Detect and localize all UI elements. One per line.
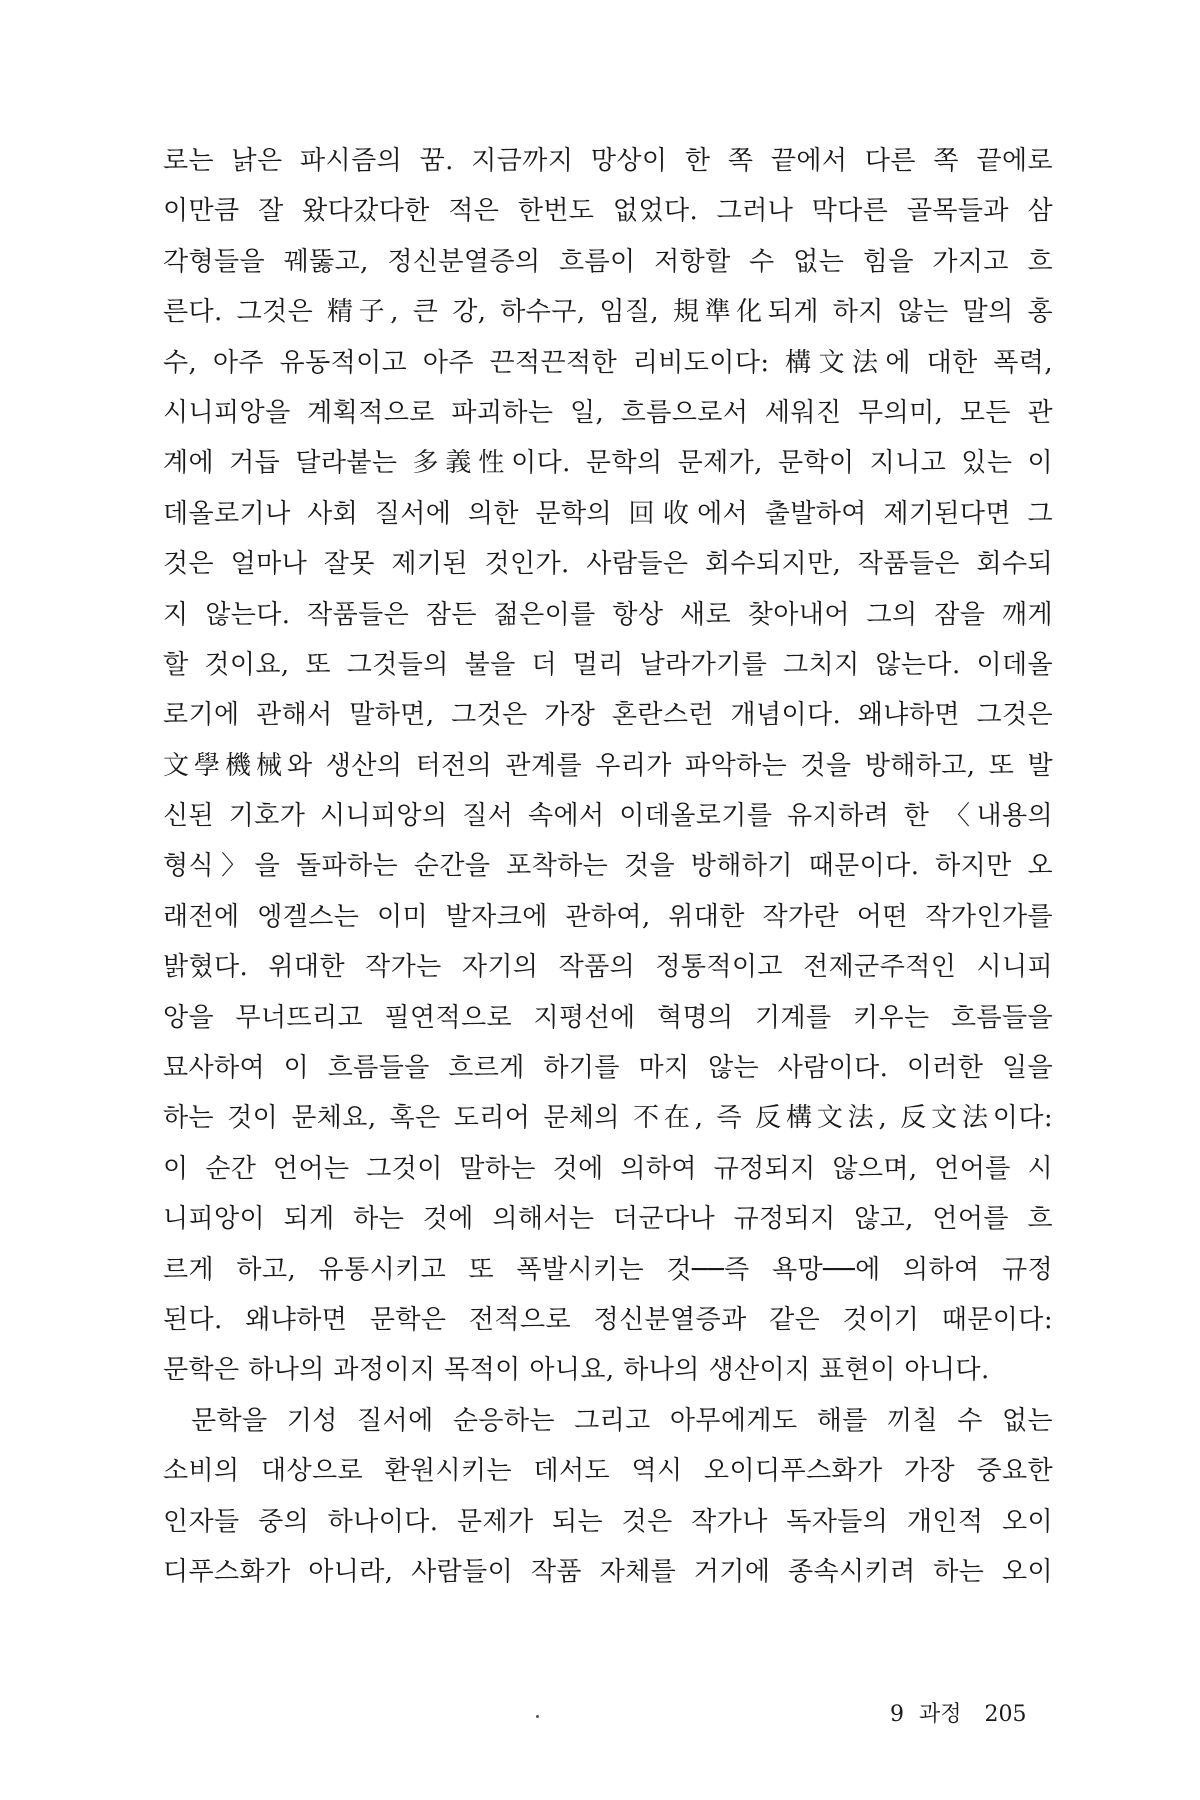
text-line: 르게 하고, 유통시키고 또 폭발시키는 것──즉 욕망──에 의하여 규정 bbox=[163, 1254, 1053, 1285]
text-line: 된다. 왜냐하면 문학은 전적으로 정신분열증과 같은 것이기 때문이다: bbox=[163, 1304, 1053, 1335]
text-line: 문학을 기성 질서에 순응하는 그리고 아무에게도 해를 끼칠 수 없는 bbox=[191, 1405, 1053, 1436]
text-line: 디푸스화가 아니라, 사람들이 작품 자체를 거기에 종속시키려 하는 오이 bbox=[163, 1556, 1053, 1587]
text-line: 이 순간 언어는 그것이 말하는 것에 의하여 규정되지 않으며, 언어를 시 bbox=[163, 1153, 1053, 1184]
text-line: 문학은 하나의 과정이지 목적이 아니요, 하나의 생산이지 표현이 아니다. bbox=[163, 1355, 990, 1386]
text-line: 래전에 엥겔스는 이미 발자크에 관하여, 위대한 작가란 어떤 작가인가를 bbox=[163, 901, 1053, 932]
text-line: 형식〉을 돌파하는 순간을 포착하는 것을 방해하기 때문이다. 하지만 오 bbox=[163, 851, 1053, 882]
text-line: 수, 아주 유동적이고 아주 끈적끈적한 리비도이다: 構文法에 대한 폭력, bbox=[163, 347, 1053, 378]
text-line: 로는 낡은 파시즘의 꿈. 지금까지 망상이 한 쪽 끝에서 다른 쪽 끝에로 bbox=[163, 146, 1053, 176]
text-line: 니피앙이 되게 하는 것에 의해서는 더군다나 규정되지 않고, 언어를 흐 bbox=[163, 1204, 1053, 1235]
text-line: 할 것이요, 또 그것들의 불을 더 멀리 날라가기를 그치지 않는다. 이데올 bbox=[163, 649, 1053, 680]
text-line: 른다. 그것은 精子, 큰 강, 하수구, 임질, 規準化되게 하지 않는 말의 홍 bbox=[163, 297, 1053, 328]
text-line: 앙을 무너뜨리고 필연적으로 지평선에 혁명의 기계를 키우는 흐름들을 bbox=[163, 1002, 1053, 1033]
body-text bbox=[163, 136, 1053, 1597]
page-number: 205 bbox=[984, 1702, 1027, 1727]
text-line: 하는 것이 문체요, 혹은 도리어 문체의 不在, 즉 反構文法, 反文法이다: bbox=[163, 1103, 1053, 1134]
text-line: 이만큼 잘 왔다갔다한 적은 한번도 없었다. 그러나 막다른 골목들과 삼 bbox=[163, 196, 1053, 227]
text-line: 로기에 관해서 말하면, 그것은 가장 혼란스런 개념이다. 왜냐하면 그것은 bbox=[163, 700, 1053, 731]
text-line: 묘사하여 이 흐름들을 흐르게 하기를 마지 않는 사람이다. 이러한 일을 bbox=[163, 1053, 1053, 1084]
text-line: 지 않는다. 작품들은 잠든 젊은이를 항상 새로 찾아내어 그의 잠을 깨게 bbox=[163, 599, 1053, 630]
chapter-title: 과정 bbox=[919, 1702, 962, 1727]
print-speck bbox=[536, 1715, 539, 1718]
text-line: 계에 거듭 달라붙는 多義性이다. 문학의 문제가, 문학이 지니고 있는 이 bbox=[163, 448, 1053, 479]
text-line: 밝혔다. 위대한 작가는 자기의 작품의 정통적이고 전제군주적인 시니피 bbox=[163, 952, 1053, 983]
text-line: 신된 기호가 시니피앙의 질서 속에서 이데올로기를 유지하려 한 〈내용의 bbox=[163, 801, 1053, 832]
text-line: 각형들을 꿰뚫고, 정신분열증의 흐름이 저항할 수 없는 힘을 가지고 흐 bbox=[163, 246, 1053, 277]
text-line: 시니피앙을 계획적으로 파괴하는 일, 흐름으로서 세워진 무의미, 모든 관 bbox=[163, 397, 1053, 428]
text-line: 소비의 대상으로 환원시키는 데서도 역시 오이디푸스화가 가장 중요한 bbox=[163, 1456, 1053, 1487]
page-footer bbox=[890, 1695, 1027, 1735]
text-line: 文學機械와 생산의 터전의 관계를 우리가 파악하는 것을 방해하고, 또 발 bbox=[163, 750, 1053, 781]
text-line: 데올로기나 사회 질서에 의한 문학의 回收에서 출발하여 제기된다면 그 bbox=[163, 498, 1053, 529]
chapter-number: 9 bbox=[890, 1702, 904, 1727]
text-line: 것은 얼마나 잘못 제기된 것인가. 사람들은 회수되지만, 작품들은 회수되 bbox=[163, 549, 1053, 580]
text-line: 인자들 중의 하나이다. 문제가 되는 것은 작가나 독자들의 개인적 오이 bbox=[163, 1506, 1053, 1537]
